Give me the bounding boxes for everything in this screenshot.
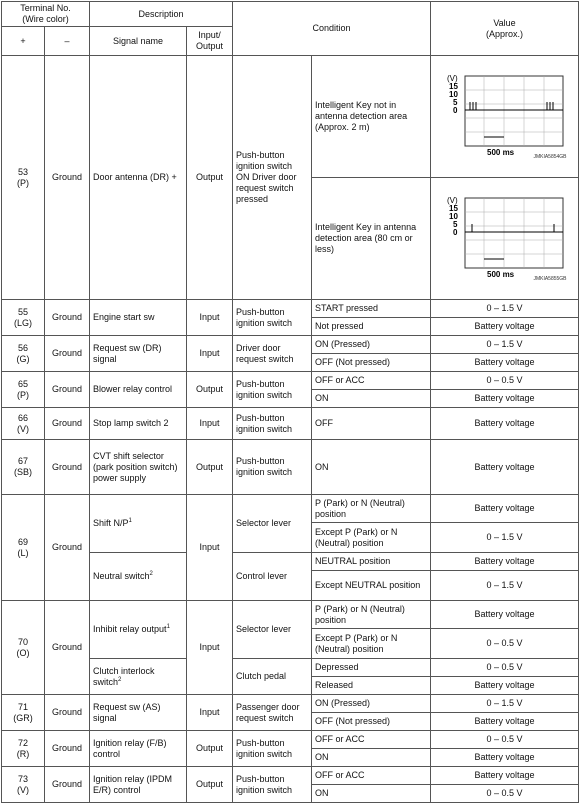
ground-cell: Ground: [45, 336, 90, 372]
header-signal-name: Signal name: [90, 27, 187, 56]
value-cell: 0 – 1.5 V: [431, 571, 579, 601]
value-cell: 0 – 0.5 V: [431, 372, 579, 390]
condition-cell: Push-button ignition switch: [233, 300, 312, 336]
subcondition-cell: Released: [312, 677, 431, 695]
subcondition-cell: OFF: [312, 408, 431, 440]
terminal-cell: 56 (G): [2, 336, 45, 372]
terminal-cell: 67 (SB): [2, 440, 45, 495]
scope-unit: (V): [446, 73, 458, 83]
scope-time: 500 ms: [486, 269, 514, 279]
value-cell: 0 – 0.5 V: [431, 629, 579, 659]
io-cell: Output: [187, 56, 233, 300]
table-row: [2, 767, 579, 785]
condition-cell: Push-button ignition switch: [233, 440, 312, 495]
condition-cell: Push-button ignition switch ON Driver door request switch pressed: [233, 56, 312, 300]
waveform-trace: [465, 102, 563, 110]
waveform-2: [443, 193, 567, 285]
io-cell: Input: [187, 336, 233, 372]
condition-cell: Driver door request switch: [233, 336, 312, 372]
subcondition-cell: NEUTRAL position: [312, 553, 431, 571]
condition-cell: Selector lever: [233, 495, 312, 553]
header-condition: Condition: [233, 2, 431, 56]
scope-tick: 10: [448, 211, 458, 221]
subcondition-cell: ON: [312, 440, 431, 495]
signal-cell: Inhibit relay output$^1$: [90, 601, 187, 659]
ground-cell: Ground: [45, 408, 90, 440]
ground-cell: Ground: [45, 56, 90, 300]
io-cell: Output: [187, 767, 233, 803]
table-row: [2, 56, 579, 178]
subcondition-cell: ON: [312, 390, 431, 408]
signal-cell: Request sw (DR) signal: [90, 336, 187, 372]
ground-cell: Ground: [45, 767, 90, 803]
io-cell: Output: [187, 440, 233, 495]
subcondition-cell: START pressed: [312, 300, 431, 318]
signal-cell: Blower relay control: [90, 372, 187, 408]
io-cell: Input: [187, 300, 233, 336]
ground-cell: Ground: [45, 300, 90, 336]
waveform-trace: [465, 224, 563, 232]
table-row: [2, 440, 579, 495]
table-row: [2, 372, 579, 390]
subcondition-cell: OFF (Not pressed): [312, 713, 431, 731]
io-cell: Input: [187, 408, 233, 440]
subcondition-cell: Except NEUTRAL position: [312, 571, 431, 601]
condition-cell: Control lever: [233, 553, 312, 601]
value-cell: 0 – 0.5 V: [431, 731, 579, 749]
subcondition-cell: ON: [312, 785, 431, 803]
terminal-cell: 71 (GR): [2, 695, 45, 731]
value-cell: Battery voltage: [431, 601, 579, 629]
io-cell: Input: [187, 695, 233, 731]
value-cell: 0 – 1.5 V: [431, 336, 579, 354]
signal-cell: Shift $N/P^1$: [90, 495, 187, 553]
table-row: [2, 695, 579, 713]
signal-cell: Ignition relay (F/B) control: [90, 731, 187, 767]
value-cell: Battery voltage: [431, 553, 579, 571]
value-cell: Battery voltage: [431, 713, 579, 731]
subcondition-cell: Not pressed: [312, 318, 431, 336]
subcondition-cell: ON (Pressed): [312, 695, 431, 713]
io-cell: Input: [187, 601, 233, 695]
header-value: Value (Approx.): [431, 2, 579, 56]
value-cell: Battery voltage: [431, 318, 579, 336]
ground-cell: Ground: [45, 601, 90, 695]
condition-cell: Push-button ignition switch: [233, 372, 312, 408]
subcondition-cell: Except P (Park) or N (Neutral) position: [312, 523, 431, 553]
terminal-cell: 53 (P): [2, 56, 45, 300]
scope-tick: 10: [448, 89, 458, 99]
subcondition-cell: OFF or ACC: [312, 767, 431, 785]
header-input-output: Input/ Output: [187, 27, 233, 56]
header-terminal: Terminal No. (Wire color): [2, 2, 90, 27]
figure-code: JMKIA5855GB: [533, 275, 567, 282]
ground-cell: Ground: [45, 495, 90, 601]
scope-tick: 0: [452, 105, 457, 115]
value-cell: 0 – 1.5 V: [431, 300, 579, 318]
condition-cell: Selector lever: [233, 601, 312, 659]
subcondition-cell: ON: [312, 749, 431, 767]
subcondition-cell: OFF (Not pressed): [312, 354, 431, 372]
subcondition-cell: Intelligent Key not in antenna detection area (Approx. 2 m): [312, 56, 431, 178]
header-minus: –: [45, 27, 90, 56]
scope-tick: 15: [448, 81, 458, 91]
waveform-cell: [431, 56, 579, 178]
terminal-cell: 69 (L): [2, 495, 45, 601]
condition-cell: Push-button ignition switch: [233, 408, 312, 440]
scope-tick: 15: [448, 203, 458, 213]
ground-cell: Ground: [45, 695, 90, 731]
terminal-cell: 73 (V): [2, 767, 45, 803]
table-row: [2, 601, 579, 629]
subcondition-cell: P (Park) or N (Neutral) position: [312, 601, 431, 629]
signal-cell: CVT shift selector (park position switch) power supply: [90, 440, 187, 495]
value-cell: Battery voltage: [431, 390, 579, 408]
condition-cell: Passenger door request switch: [233, 695, 312, 731]
subcondition-cell: Depressed: [312, 659, 431, 677]
condition-cell: Push-button ignition switch: [233, 731, 312, 767]
ground-cell: Ground: [45, 731, 90, 767]
scope-tick: 0: [452, 227, 457, 237]
scope-tick: 5: [452, 219, 457, 229]
table-row: [2, 408, 579, 440]
waveform-1: [443, 71, 567, 163]
subcondition-cell: P (Park) or N (Neutral) position: [312, 495, 431, 523]
table-row: [2, 495, 579, 523]
value-cell: 0 – 1.5 V: [431, 695, 579, 713]
value-cell: Battery voltage: [431, 440, 579, 495]
terminal-cell: 65 (P): [2, 372, 45, 408]
value-cell: Battery voltage: [431, 677, 579, 695]
value-cell: Battery voltage: [431, 767, 579, 785]
ground-cell: Ground: [45, 372, 90, 408]
value-cell: Battery voltage: [431, 749, 579, 767]
scope-time: 500 ms: [486, 147, 514, 157]
signal-cell: Clutch interlock switch$^2$: [90, 659, 187, 695]
table-row: [2, 336, 579, 354]
subcondition-cell: OFF or ACC: [312, 731, 431, 749]
table-row: [2, 731, 579, 749]
terminal-cell: 66 (V): [2, 408, 45, 440]
value-cell: Battery voltage: [431, 495, 579, 523]
subcondition-cell: Except P (Park) or N (Neutral) position: [312, 629, 431, 659]
waveform-cell: [431, 178, 579, 300]
signal-cell: Stop lamp switch 2: [90, 408, 187, 440]
header-plus: +: [2, 27, 45, 56]
io-cell: Output: [187, 372, 233, 408]
condition-cell: Push-button ignition switch: [233, 767, 312, 803]
scope-unit: (V): [446, 195, 458, 205]
scope-tick: 5: [452, 97, 457, 107]
io-cell: Input: [187, 495, 233, 601]
value-cell: 0 – 0.5 V: [431, 785, 579, 803]
terminal-cell: 55 (LG): [2, 300, 45, 336]
io-cell: Output: [187, 731, 233, 767]
signal-cell: Ignition relay (IPDM E/R) control: [90, 767, 187, 803]
signal-cell: Request sw (AS) signal: [90, 695, 187, 731]
oscilloscope-chart: [443, 193, 567, 285]
condition-cell: Clutch pedal: [233, 659, 312, 695]
value-cell: Battery voltage: [431, 354, 579, 372]
signal-cell: Engine start sw: [90, 300, 187, 336]
subcondition-cell: Intelligent Key in antenna detection area (80 cm or less): [312, 178, 431, 300]
terminal-cell: 72 (R): [2, 731, 45, 767]
ground-cell: Ground: [45, 440, 90, 495]
table-row: [2, 300, 579, 318]
header-description: Description: [90, 2, 233, 27]
figure-code: JMKIA5854GB: [533, 153, 567, 160]
signal-cell: Door antenna (DR) +: [90, 56, 187, 300]
value-cell: Battery voltage: [431, 408, 579, 440]
terminal-cell: 70 (O): [2, 601, 45, 695]
terminal-table: [1, 1, 579, 803]
subcondition-cell: ON (Pressed): [312, 336, 431, 354]
value-cell: 0 – 0.5 V: [431, 659, 579, 677]
value-cell: 0 – 1.5 V: [431, 523, 579, 553]
subcondition-cell: OFF or ACC: [312, 372, 431, 390]
signal-cell: Neutral switch$^2$: [90, 553, 187, 601]
oscilloscope-chart: [443, 71, 567, 163]
